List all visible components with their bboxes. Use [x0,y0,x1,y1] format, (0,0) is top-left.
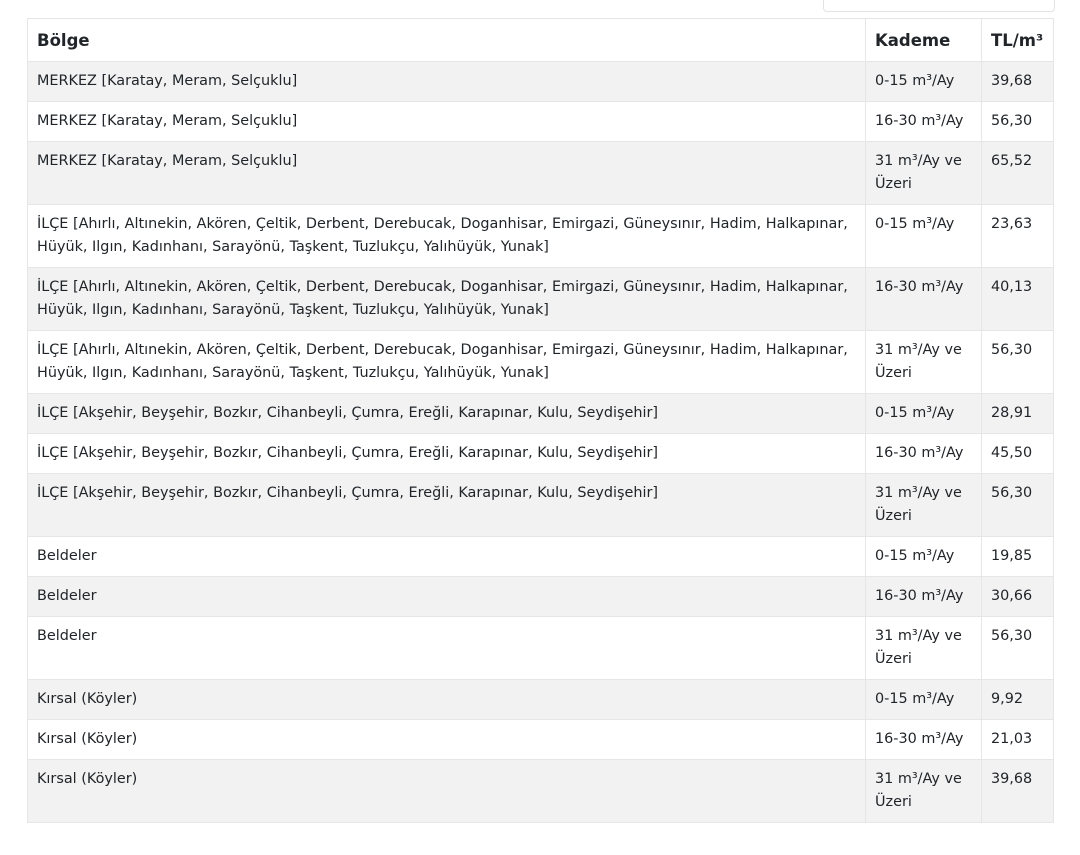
cell-price: 56,30 [982,331,1054,394]
table-row [28,760,1054,823]
cell-tier: 31 m³/Ay ve Üzeri [866,474,982,537]
cell-tier: 31 m³/Ay ve Üzeri [866,760,982,823]
table-row [28,680,1054,720]
water-tariff-table [27,18,1054,823]
cell-price: 23,63 [982,205,1054,268]
cell-price: 21,03 [982,720,1054,760]
cell-region: Beldeler [28,577,866,617]
cell-region: Kırsal (Köyler) [28,680,866,720]
cell-tier: 0-15 m³/Ay [866,394,982,434]
cell-price: 56,30 [982,617,1054,680]
cell-region: MERKEZ [Karatay, Meram, Selçuklu] [28,142,866,205]
table-row [28,537,1054,577]
cell-region: İLÇE [Akşehir, Beyşehir, Bozkır, Cihanbeyli, Çumra, Ereğli, Karapınar, Kulu, Seydişehir] [28,474,866,537]
table-row [28,577,1054,617]
cell-tier: 16-30 m³/Ay [866,434,982,474]
table-row [28,142,1054,205]
cell-region: Kırsal (Köyler) [28,720,866,760]
cell-tier: 31 m³/Ay ve Üzeri [866,617,982,680]
cell-region: MERKEZ [Karatay, Meram, Selçuklu] [28,102,866,142]
table-body [28,62,1054,823]
header-tier[interactable]: Kademe [866,19,982,62]
cell-region: İLÇE [Ahırlı, Altınekin, Akören, Çeltik, Derbent, Derebucak, Doganhisar, Emirgazi, Güneysınır, Hadim, Halkapınar, Hüyük, Ilgın, Kadınhanı, Sarayönü, Taşkent, Tuzlukçu, Yalıhüyük, Yunak] [28,331,866,394]
table-row [28,434,1054,474]
cell-tier: 31 m³/Ay ve Üzeri [866,142,982,205]
table-row [28,205,1054,268]
tariff-table-container [27,18,1053,823]
cell-region: Beldeler [28,617,866,680]
table-row [28,102,1054,142]
table-header [28,19,1054,62]
cell-tier: 0-15 m³/Ay [866,205,982,268]
cell-price: 30,66 [982,577,1054,617]
header-price[interactable]: TL/m³ [982,19,1054,62]
top-search-box[interactable] [823,0,1055,12]
cell-price: 65,52 [982,142,1054,205]
cell-tier: 0-15 m³/Ay [866,537,982,577]
cell-region: Beldeler [28,537,866,577]
cell-tier: 31 m³/Ay ve Üzeri [866,331,982,394]
cell-price: 56,30 [982,474,1054,537]
cell-price: 56,30 [982,102,1054,142]
cell-tier: 16-30 m³/Ay [866,720,982,760]
cell-region: İLÇE [Ahırlı, Altınekin, Akören, Çeltik, Derbent, Derebucak, Doganhisar, Emirgazi, Güneysınır, Hadim, Halkapınar, Hüyük, Ilgın, Kadınhanı, Sarayönü, Taşkent, Tuzlukçu, Yalıhüyük, Yunak] [28,268,866,331]
table-row [28,617,1054,680]
header-region[interactable]: Bölge [28,19,866,62]
table-row [28,474,1054,537]
cell-price: 39,68 [982,760,1054,823]
cell-tier: 0-15 m³/Ay [866,680,982,720]
table-row [28,394,1054,434]
table-row [28,720,1054,760]
header-row [28,19,1054,62]
cell-tier: 16-30 m³/Ay [866,102,982,142]
cell-tier: 0-15 m³/Ay [866,62,982,102]
cell-price: 9,92 [982,680,1054,720]
table-row [28,268,1054,331]
cell-region: İLÇE [Akşehir, Beyşehir, Bozkır, Cihanbeyli, Çumra, Ereğli, Karapınar, Kulu, Seydişehir] [28,434,866,474]
cell-region: İLÇE [Ahırlı, Altınekin, Akören, Çeltik, Derbent, Derebucak, Doganhisar, Emirgazi, Güneysınır, Hadim, Halkapınar, Hüyük, Ilgın, Kadınhanı, Sarayönü, Taşkent, Tuzlukçu, Yalıhüyük, Yunak] [28,205,866,268]
cell-tier: 16-30 m³/Ay [866,268,982,331]
cell-region: İLÇE [Akşehir, Beyşehir, Bozkır, Cihanbeyli, Çumra, Ereğli, Karapınar, Kulu, Seydişehir] [28,394,866,434]
cell-region: MERKEZ [Karatay, Meram, Selçuklu] [28,62,866,102]
cell-price: 45,50 [982,434,1054,474]
cell-price: 39,68 [982,62,1054,102]
cell-price: 28,91 [982,394,1054,434]
table-row [28,331,1054,394]
table-row [28,62,1054,102]
cell-region: Kırsal (Köyler) [28,760,866,823]
cell-price: 40,13 [982,268,1054,331]
cell-price: 19,85 [982,537,1054,577]
cell-tier: 16-30 m³/Ay [866,577,982,617]
